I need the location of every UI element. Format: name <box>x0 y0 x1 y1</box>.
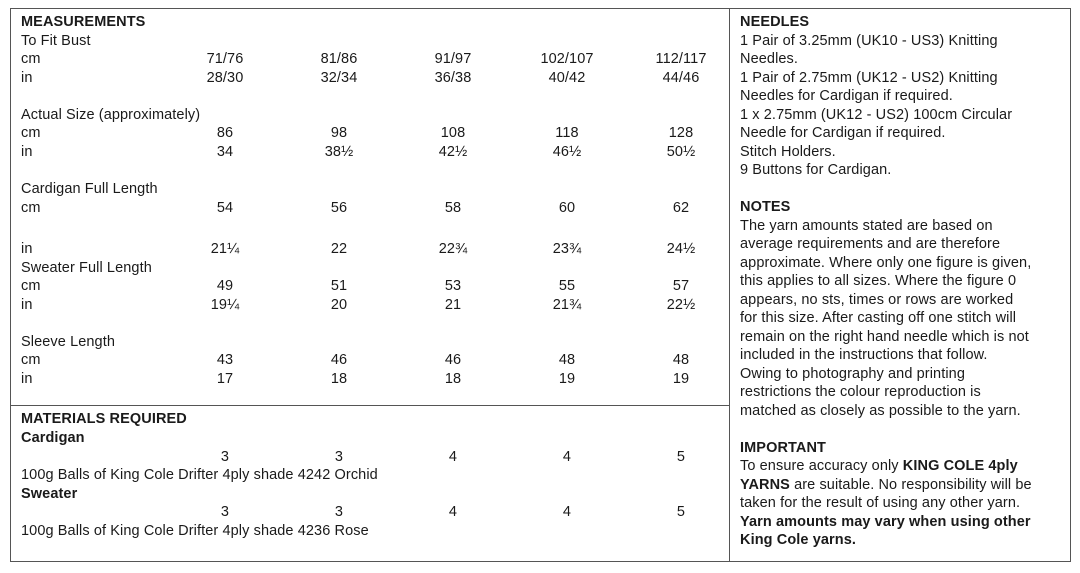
value-cell: 20 <box>330 297 348 313</box>
value-cell: 81/86 <box>320 51 358 67</box>
value-cell: 54 <box>216 200 234 216</box>
row-label-cm: cm <box>21 278 41 294</box>
important-line-3: taken for the result of using any other yarn. <box>740 495 1021 511</box>
value-cell: 5 <box>676 449 686 465</box>
value-cell: 86 <box>216 125 234 141</box>
actual-size-label: Actual Size (approximately) <box>21 107 201 123</box>
row-label-in: in <box>21 371 33 387</box>
row-label-in: in <box>21 297 33 313</box>
value-cell: 43 <box>216 352 234 368</box>
row-label-in: in <box>21 70 33 86</box>
value-cell: 50½ <box>666 144 696 160</box>
to-fit-bust-label: To Fit Bust <box>21 33 91 49</box>
cardigan-yarn-description: 100g Balls of King Cole Drifter 4ply shade 4242 Orchid <box>21 467 378 483</box>
notes-line: appears, no sts, times or rows are worked <box>740 292 1014 308</box>
value-cell: 55 <box>558 278 576 294</box>
value-cell: 22¾ <box>438 241 468 257</box>
row-label-cm: cm <box>21 51 41 67</box>
value-cell: 18 <box>330 371 348 387</box>
value-cell: 17 <box>216 371 234 387</box>
value-cell: 128 <box>668 125 694 141</box>
value-cell: 51 <box>330 278 348 294</box>
value-cell: 56 <box>330 200 348 216</box>
value-cell: 108 <box>440 125 466 141</box>
important-brand-text: YARNS <box>740 477 790 493</box>
important-line-1 <box>740 457 1018 475</box>
needles-line: 1 Pair of 3.25mm (UK10 - US3) Knitting <box>740 33 998 49</box>
needles-line: Needles for Cardigan if required. <box>740 88 953 104</box>
value-cell: 102/107 <box>540 51 594 67</box>
value-cell: 22½ <box>666 297 696 313</box>
value-cell: 19 <box>558 371 576 387</box>
value-cell: 4 <box>448 504 458 520</box>
important-warning-line: Yarn amounts may vary when using other <box>740 514 1031 530</box>
important-heading: IMPORTANT <box>740 440 827 456</box>
cardigan-length-label: Cardigan Full Length <box>21 181 158 197</box>
important-brand-text: KING COLE 4ply <box>902 458 1018 474</box>
value-cell: 46 <box>444 352 462 368</box>
value-cell: 112/117 <box>655 51 707 67</box>
value-cell: 4 <box>448 449 458 465</box>
notes-line: matched as closely as possible to the yarn. <box>740 403 1021 419</box>
value-cell: 5 <box>676 504 686 520</box>
important-warning-line: King Cole yarns. <box>740 532 857 548</box>
value-cell: 57 <box>672 278 690 294</box>
value-cell: 71/76 <box>206 51 244 67</box>
sweater-length-label: Sweater Full Length <box>21 260 152 276</box>
sweater-label: Sweater <box>21 486 78 502</box>
value-cell: 62 <box>672 200 690 216</box>
needles-line: Needle for Cardigan if required. <box>740 125 946 141</box>
section-divider <box>10 405 730 406</box>
value-cell: 4 <box>562 449 572 465</box>
value-cell: 3 <box>220 449 230 465</box>
value-cell: 42½ <box>438 144 468 160</box>
value-cell: 21 <box>444 297 462 313</box>
row-label-in: in <box>21 144 33 160</box>
notes-heading: NOTES <box>740 199 791 215</box>
value-cell: 36/38 <box>434 70 472 86</box>
value-cell: 24½ <box>666 241 696 257</box>
value-cell: 19¼ <box>210 297 240 313</box>
important-text: To ensure accuracy only <box>740 458 903 474</box>
notes-line: restrictions the colour reproduction is <box>740 384 981 400</box>
notes-line: remain on the right hand needle which is not <box>740 329 1029 345</box>
value-cell: 48 <box>558 352 576 368</box>
row-label-in: in <box>21 241 33 257</box>
notes-line: this applies to all sizes. Where the figure 0 <box>740 273 1017 289</box>
value-cell: 49 <box>216 278 234 294</box>
sweater-yarn-description: 100g Balls of King Cole Drifter 4ply shade 4236 Rose <box>21 523 369 539</box>
value-cell: 19 <box>672 371 690 387</box>
needles-line: 1 Pair of 2.75mm (UK12 - US2) Knitting <box>740 70 998 86</box>
value-cell: 3 <box>334 504 344 520</box>
value-cell: 38½ <box>324 144 354 160</box>
value-cell: 23¾ <box>552 241 582 257</box>
value-cell: 4 <box>562 504 572 520</box>
value-cell: 48 <box>672 352 690 368</box>
materials-heading: MATERIALS REQUIRED <box>21 411 187 427</box>
needles-line: 9 Buttons for Cardigan. <box>740 162 892 178</box>
value-cell: 3 <box>334 449 344 465</box>
value-cell: 21¼ <box>210 241 240 257</box>
needles-line: Stitch Holders. <box>740 144 836 160</box>
measurements-heading: MEASUREMENTS <box>21 14 146 30</box>
notes-line: Owing to photography and printing <box>740 366 965 382</box>
value-cell: 46 <box>330 352 348 368</box>
needles-heading: NEEDLES <box>740 14 810 30</box>
value-cell: 40/42 <box>548 70 586 86</box>
important-text: are suitable. No responsibility will be <box>789 477 1032 493</box>
needles-line: 1 x 2.75mm (UK12 - US2) 100cm Circular <box>740 107 1013 123</box>
value-cell: 18 <box>444 371 462 387</box>
value-cell: 34 <box>216 144 234 160</box>
notes-line: average requirements and are therefore <box>740 236 1001 252</box>
value-cell: 98 <box>330 125 348 141</box>
value-cell: 44/46 <box>662 70 700 86</box>
value-cell: 32/34 <box>320 70 358 86</box>
value-cell: 60 <box>558 200 576 216</box>
sleeve-length-label: Sleeve Length <box>21 334 116 350</box>
value-cell: 3 <box>220 504 230 520</box>
value-cell: 53 <box>444 278 462 294</box>
notes-line: The yarn amounts stated are based on <box>740 218 993 234</box>
value-cell: 58 <box>444 200 462 216</box>
value-cell: 46½ <box>552 144 582 160</box>
cardigan-label: Cardigan <box>21 430 85 446</box>
row-label-cm: cm <box>21 352 41 368</box>
important-line-2 <box>740 476 1032 494</box>
notes-line: for this size. After casting off one stitch will <box>740 310 1017 326</box>
notes-line: approximate. Where only one figure is given, <box>740 255 1032 271</box>
value-cell: 118 <box>555 125 579 141</box>
value-cell: 22 <box>330 241 348 257</box>
value-cell: 91/97 <box>434 51 472 67</box>
row-label-cm: cm <box>21 125 41 141</box>
notes-line: included in the instructions that follow. <box>740 347 988 363</box>
needles-line: Needles. <box>740 51 799 67</box>
value-cell: 21¾ <box>552 297 582 313</box>
value-cell: 28/30 <box>206 70 244 86</box>
row-label-cm: cm <box>21 200 41 216</box>
